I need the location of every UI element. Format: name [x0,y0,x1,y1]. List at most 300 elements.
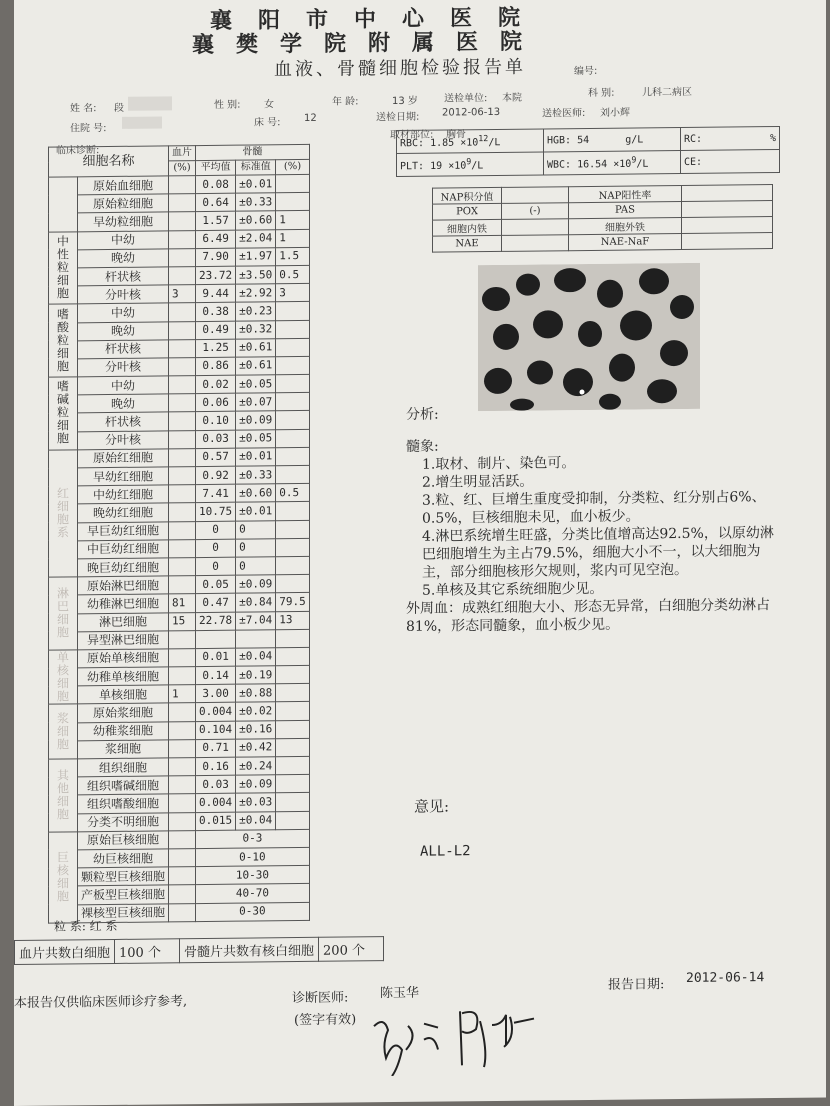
mean-value: 0.10 [196,412,236,431]
plt-value: PLT: 19 [400,161,443,173]
marrow-title: 髓象: [406,438,439,455]
std-value: ±0.61 [236,357,276,376]
wbc-exp: 9 [631,154,637,165]
footer-note: 本报告仅供临床医师诊疗参考, [14,994,188,1011]
marrow-pct [276,811,310,830]
cell-name: 杆状核 [78,340,169,359]
blood-pct [169,721,196,739]
cell-name: 中幼 [78,303,169,322]
std-value: ±3.50 [236,266,276,285]
blood-pct [169,485,196,503]
marrow-pct: 1 [276,229,310,248]
cell-name: 原始淋巴细胞 [78,576,169,595]
blood-pct [169,903,196,921]
wbc-cell [544,151,681,175]
series-label: 粒 系: 红 系 [54,918,118,934]
header-blood-pct: (%) [169,161,196,176]
iron-in: 细胞内铁 [433,219,502,236]
std-value: ±0.01 [236,448,276,467]
cell-name: 分叶核 [78,285,169,304]
diagnosis-label: 临床诊断: [56,145,100,157]
cell-name: 晚幼 [78,321,169,340]
marrow-pct [276,320,310,339]
mean-value: 0.08 [196,175,236,194]
std-value: ±0.32 [236,320,276,339]
mean-value: 0.03 [196,775,236,794]
std-value: ±0.33 [236,466,276,485]
analysis-item-4: 4.淋巴系统增生旺盛，分类比值增高达92.5%，以原幼淋巴细胞增生为主占79.5%，细胞大小不一，以大细胞为主，部分细胞核形欠规则，浆内可见空泡。 [422,525,774,581]
blood-pct [169,448,196,466]
mean-value: 0.38 [196,302,236,321]
blood-pct: 81 [169,594,196,612]
cell-name: 原始粒细胞 [78,194,169,213]
blood-pct [169,648,196,666]
rbc-cell [397,129,544,154]
cell-name: 中幼 [78,230,169,249]
mean-value: 23.72 [196,266,236,285]
cell-name: 中幼 [78,376,169,395]
marrow-pct [276,338,310,357]
mean-value: 0.06 [196,393,236,412]
blood-pct [169,885,196,903]
blood-pct [169,558,196,576]
marrow-pct [276,411,310,430]
marrow-pct [276,738,310,757]
mean-value: 6.49 [196,230,236,249]
nae-naf: NAE-NaF [569,234,682,251]
marrow-pct [276,575,310,594]
std-value: 0 [236,520,276,539]
cell-name: 组织细胞 [78,758,169,777]
cell-name: 分叶核 [78,358,169,377]
mean-value: 0.03 [196,430,236,449]
blood-pct [169,357,196,375]
cell-name: 浆细胞 [78,740,169,759]
hgb-unit: g/L [625,133,644,146]
group-label-neutro: 中性粒细胞 [49,231,78,304]
std-value: 0 [236,539,276,558]
marrow-pct: 79.5 [276,593,310,612]
blood-pct [169,576,196,594]
marrow-pct [276,629,310,648]
count-row [14,936,384,965]
cell-name: 晚幼红细胞 [78,503,169,522]
std-value: ±2.04 [236,229,276,248]
mean-value: 0.01 [196,648,236,667]
marrow-pct: 0.5 [276,484,310,503]
std-value: ±0.16 [236,720,276,739]
blood-pct [169,776,196,794]
cell-name: 早幼红细胞 [78,467,169,486]
marrow-pct [276,684,310,703]
rbc-value: RBC: 1.85 [400,138,455,150]
rbc-exp: 12 [478,133,489,144]
blood-pct [169,430,196,448]
marrow-pct: 13 [276,611,310,630]
cell-name: 杆状核 [78,412,169,431]
stain-box [432,184,773,253]
ce-label: CE: [684,156,703,168]
blood-pct: 3 [169,285,196,303]
pas: PAS [569,202,682,219]
cell-name: 幼稚浆细胞 [78,722,169,741]
cell-name: 幼稚淋巴细胞 [78,594,169,613]
std-value: ±0.61 [236,338,276,357]
mean-value: 0.57 [196,448,236,467]
cell-name: 原始红细胞 [78,449,169,468]
mean-value: 10.75 [196,503,236,522]
cell-name: 晚幼 [78,394,169,413]
blood-pct: 15 [169,612,196,630]
inpatient-label: 住院 号: [70,123,107,135]
mean-value: 0.14 [196,666,236,685]
blood-pct [169,267,196,285]
std-value: ±0.24 [236,757,276,776]
header-marrow-pct: (%) [276,159,310,174]
header-blood: 血片 [169,146,196,161]
blood-pct [169,303,196,321]
cell-name: 淋巴细胞 [78,612,169,631]
date-label: 送检日期: [376,111,420,124]
marrow-pct [276,702,310,721]
patient-doctor: 刘小辉 [600,107,630,119]
marrow-count-value: 200 个 [319,937,384,962]
std-value: ±0.01 [236,175,276,194]
cell-name: 中巨幼红细胞 [78,540,169,559]
rc-cell [681,126,780,150]
mean-value: 0.104 [196,721,236,740]
std-value: ±0.04 [236,648,276,667]
marrow-pct [276,556,310,575]
cell-name: 组织嗜酸细胞 [78,794,169,813]
marrow-pct: 3 [276,284,310,303]
blood-pct [169,630,196,648]
mean-value [196,630,236,649]
mean-value: 0.004 [196,794,236,813]
report-date-label: 报告日期: [608,977,665,993]
mean-range: 40-70 [196,884,310,903]
cell-name: 晚巨幼红细胞 [78,558,169,577]
mean-value: 0.16 [196,757,236,776]
blood-pct [169,321,196,339]
patient-date: 2012-06-13 [442,106,501,119]
peripheral-blood: 外周血：成熟红细胞大小、形态无异常，白细胞分类幼淋占81%，形态同髓象，血小板少见。 [406,597,770,635]
std-value: ±0.19 [236,666,276,685]
marrow-pct [276,393,310,412]
blood-pct [169,794,196,812]
cell-name: 幼巨核细胞 [78,849,169,868]
group-label-blank [49,177,78,232]
blood-pct [169,703,196,721]
blood-pct [169,412,196,430]
unit-label: 送检单位: [444,93,488,105]
marrow-pct [276,447,310,466]
mean-value: 9.44 [196,284,236,303]
std-value: ±0.42 [236,739,276,758]
patient-site: 胸骨 [446,129,466,141]
cell-name: 原始巨核细胞 [78,831,169,850]
age-label: 年 龄: [332,96,359,108]
pox-value: (-) [502,203,569,220]
blood-pct [169,339,196,357]
cell-name: 早巨幼红细胞 [78,521,169,540]
inpatient-redaction [122,116,162,128]
blood-pct [169,212,196,230]
analysis-item-1: 1.取材、制片、染色可。 [422,455,576,473]
analysis-title: 分析: [406,406,439,423]
marrow-count-label: 骨髓片共数有核白细胞 [180,937,319,962]
marrow-pct [276,520,310,539]
std-value: ±0.04 [236,811,276,830]
marrow-pct [276,665,310,684]
plt-cell [397,152,544,177]
diagnosis-doctor-name: 陈玉华 [380,985,420,1002]
std-value: ±0.03 [236,793,276,812]
blood-pct [169,194,196,212]
lab-values-box [396,126,780,177]
pox: POX [433,203,502,220]
cell-name: 组织嗜碱细胞 [78,776,169,795]
mean-value: 0 [196,521,236,540]
blood-pct [169,539,196,557]
blood-pct [169,467,196,485]
sex-label: 性 别: [214,99,241,111]
patient-sex: 女 [264,99,274,111]
patient-age: 13 岁 [392,95,418,108]
marrow-pct [276,356,310,375]
blood-pct [169,830,196,848]
std-value: ±0.60 [236,211,276,230]
doctor-label: 送检医师: [542,108,586,120]
mean-value: 0.92 [196,466,236,485]
rc-unit: % [769,132,776,144]
header-marrow: 骨髓 [196,144,310,160]
blood-pct [169,667,196,685]
marrow-pct [276,429,310,448]
mean-value: 0.47 [196,593,236,612]
hgb-cell [544,128,681,152]
hospital-name-2: 襄樊学院附属医院 [192,28,545,59]
cell-name: 原始血细胞 [78,176,169,195]
std-value: ±0.01 [236,502,276,521]
marrow-pct: 0.5 [276,265,310,284]
blood-pct [169,739,196,757]
group-label-red: 红细胞系 [49,450,78,578]
blood-pct [169,176,196,194]
blood-pct [169,521,196,539]
blood-pct [169,394,196,412]
std-value: ±0.84 [236,593,276,612]
rc-label: RC: [684,133,703,145]
marrow-pct [276,720,310,739]
hospital-name-1: 襄阳市中心医院 [210,4,547,34]
marrow-pct: 1.5 [276,247,310,266]
name-label: 姓 名: [70,103,97,115]
std-value: ±0.09 [236,775,276,794]
cell-name: 杆状核 [78,267,169,286]
report-sheet [14,0,826,1106]
std-value: 0 [236,557,276,576]
ce-cell [681,149,780,173]
analysis-section [406,402,786,636]
bed-label: 床 号: [254,117,281,129]
cell-name: 原始单核细胞 [78,649,169,668]
group-label-lymph: 淋巴细胞 [49,577,78,650]
blood-count-label: 血片共数白细胞 [15,939,115,964]
marrow-pct: 1 [276,211,310,230]
marrow-pct [276,538,310,557]
analysis-item-5: 5.单核及其它系统细胞少见。 [422,580,604,599]
marrow-pct [276,502,310,521]
cell-count-table [48,144,310,923]
cell-name: 中幼红细胞 [78,485,169,504]
mean-range: 0-3 [196,829,310,848]
header-std: 标准值 [236,160,276,175]
std-value: ±2.92 [236,284,276,303]
mean-value: 0.02 [196,375,236,394]
std-value: ±0.88 [236,684,276,703]
blood-pct [169,376,196,394]
mean-value: 1.25 [196,339,236,358]
opinion-title: 意见: [414,797,450,816]
report-title: 血液、骨髓细胞检验报告单 [274,56,526,81]
blood-pct [169,230,196,248]
mean-value: 0.004 [196,703,236,722]
site-label: 取材部位: [390,129,434,142]
group-label-other: 其他细胞 [49,759,78,832]
cell-name: 单核细胞 [78,685,169,704]
mean-value: 0.49 [196,321,236,340]
dept-label: 科 别: [588,87,615,99]
wbc-value: WBC: 16.54 [547,159,608,172]
cell-name: 颗粒型巨核细胞 [78,867,169,886]
cell-name: 早幼粒细胞 [78,212,169,231]
header-cell-name: 细胞名称 [49,146,169,177]
group-label-mono: 单核细胞 [49,650,78,705]
plt-l: /L [471,160,484,172]
patient-dept: 儿科二病区 [642,86,692,99]
plt-unit: ×10 [448,160,467,173]
std-value [236,629,276,648]
marrow-pct [276,465,310,484]
blood-pct [169,812,196,830]
mean-value: 0.86 [196,357,236,376]
mean-value: 7.90 [196,248,236,267]
nap-rate: NAP阳性率 [569,186,682,203]
number-label: 编号: [574,65,598,78]
wbc-l: /L [636,159,649,171]
mean-value: 0.71 [196,739,236,758]
blood-pct: 1 [169,685,196,703]
std-value: ±0.05 [236,375,276,394]
std-value: ±0.02 [236,702,276,721]
cell-name: 晚幼 [78,249,169,268]
blood-pct [169,867,196,885]
plt-exp: 9 [466,156,472,167]
cell-name: 分叶核 [78,431,169,450]
mean-value: 0 [196,557,236,576]
patient-bed: 12 [304,112,317,124]
mean-value: 1.57 [196,212,236,231]
patient-unit: 本院 [502,92,522,104]
cell-name: 产板型巨核细胞 [78,885,169,904]
mean-value: 7.41 [196,484,236,503]
std-value: ±0.23 [236,302,276,321]
mean-value: 0 [196,539,236,558]
blood-pct [169,758,196,776]
blood-pct [169,849,196,867]
patient-name: 段 [114,102,124,114]
group-label-plasma: 浆细胞 [49,704,78,759]
marrow-pct [276,174,310,193]
analysis-item-2: 2.增生明显活跃。 [422,473,534,491]
mean-value: 22.78 [196,612,236,631]
rbc-l: /L [488,137,501,149]
wbc-unit: ×10 [613,159,632,171]
opinion-value: ALL-L2 [420,843,471,860]
blood-pct [169,503,196,521]
group-label-mega: 巨核细胞 [49,832,78,923]
std-value: ±7.04 [236,611,276,630]
mean-value: 0.05 [196,575,236,594]
hgb-value: HGB: 54 [547,134,590,146]
blood-count-value: 100 个 [115,939,180,964]
std-value: ±0.33 [236,193,276,212]
marrow-pct [276,374,310,393]
std-value: ±0.60 [236,484,276,503]
mean-value: 3.00 [196,684,236,703]
mean-range: 0-10 [196,847,310,866]
std-value: ±0.09 [236,575,276,594]
marrow-pct [276,193,310,212]
marrow-pct [276,775,310,794]
std-value: ±1.97 [236,248,276,267]
header-mean: 平均值 [196,160,236,175]
iron-out: 细胞外铁 [569,218,682,235]
blood-pct [169,248,196,266]
cell-name: 裸核型巨核细胞 [78,903,169,922]
marrow-pct [276,756,310,775]
marrow-pct [276,302,310,321]
std-value: ±0.05 [236,429,276,448]
group-label-baso: 嗜碱粒细胞 [49,377,78,450]
mean-range: 0-30 [196,902,310,921]
name-redaction [128,96,172,110]
cell-name: 异型淋巴细胞 [78,631,169,650]
std-value: ±0.09 [236,411,276,430]
sign-note: (签字有效) [294,1012,357,1029]
table-body [49,174,310,922]
report-date: 2012-06-14 [686,970,765,986]
mean-range: 10-30 [196,866,310,885]
rbc-unit: ×10 [460,137,479,149]
marrow-pct [276,793,310,812]
group-label-eos: 嗜酸粒细胞 [49,304,78,377]
mean-value: 0.64 [196,193,236,212]
marrow-pct [276,647,310,666]
analysis-item-3: 3.粒、红、巨增生重度受抑制，分类粒、红分别占6%、0.5%，巨核细胞未见，血小板少。 [422,489,766,527]
marrow-micrograph-image [478,263,700,411]
cell-name: 幼稚单核细胞 [78,667,169,686]
cell-name: 分类不明细胞 [78,812,169,831]
cell-name: 原始浆细胞 [78,703,169,722]
mean-value: 0.015 [196,812,236,831]
nap-score: NAP积分值 [433,187,502,204]
nae: NAE [433,235,502,252]
std-value: ±0.07 [236,393,276,412]
diagnosis-doctor-label: 诊断医师: [292,990,349,1007]
handwritten-signature [364,994,544,1076]
